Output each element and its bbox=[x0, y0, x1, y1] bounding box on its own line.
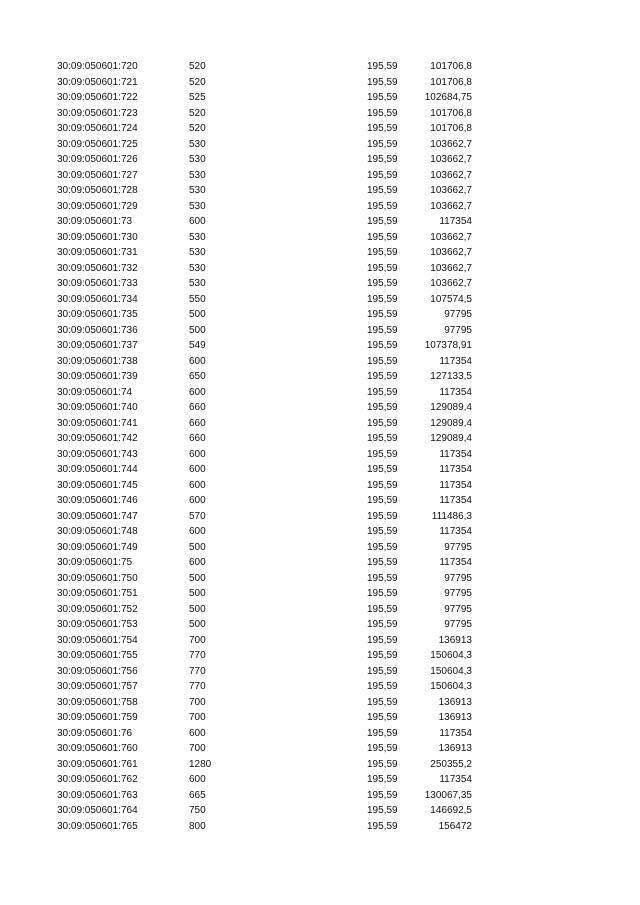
cadastral-number-cell: 30:09:050601:73 bbox=[57, 216, 133, 227]
cadastral-number-cell: 30:09:050601:761 bbox=[57, 758, 138, 770]
table-row bbox=[0, 571, 640, 587]
total-cell: 136913 bbox=[438, 743, 472, 754]
total-cell: 101706,8 bbox=[430, 76, 472, 88]
total-cell: 103662,7 bbox=[430, 138, 472, 150]
table-row bbox=[0, 292, 640, 308]
cadastral-number-cell: 30:09:050601:729 bbox=[57, 200, 138, 212]
cadastral-number-cell: 30:09:050601:758 bbox=[57, 696, 138, 708]
table-row bbox=[0, 75, 640, 91]
rate-cell: 195,59 bbox=[367, 820, 398, 832]
total-cell: 117354 bbox=[439, 557, 472, 568]
total-cell: 136913 bbox=[438, 634, 472, 646]
total-cell: 103662,7 bbox=[430, 200, 472, 212]
area-cell: 570 bbox=[189, 510, 206, 522]
table-row bbox=[0, 648, 640, 664]
area-cell: 549 bbox=[189, 340, 206, 351]
total-cell: 101706,8 bbox=[430, 61, 472, 72]
cadastral-number-cell: 30:09:050601:763 bbox=[57, 789, 138, 801]
rate-cell: 195,59 bbox=[367, 371, 398, 382]
cadastral-number-cell: 30:09:050601:747 bbox=[57, 510, 138, 522]
table-row bbox=[0, 803, 640, 819]
cadastral-number-cell: 30:09:050601:753 bbox=[57, 619, 138, 630]
rate-cell: 195,59 bbox=[367, 417, 398, 429]
cadastral-number-cell: 30:09:050601:720 bbox=[57, 61, 138, 72]
rate-cell: 195,59 bbox=[367, 665, 398, 677]
table-row bbox=[0, 509, 640, 525]
rate-cell: 195,59 bbox=[367, 185, 398, 196]
area-cell: 520 bbox=[189, 107, 206, 119]
area-cell: 660 bbox=[189, 402, 206, 413]
area-cell: 800 bbox=[189, 820, 206, 832]
table-row bbox=[0, 199, 640, 215]
rate-cell: 195,59 bbox=[367, 464, 398, 475]
table-row bbox=[0, 400, 640, 416]
table-row bbox=[0, 679, 640, 695]
area-cell: 530 bbox=[189, 185, 206, 196]
cadastral-number-cell: 30:09:050601:739 bbox=[57, 371, 138, 382]
rate-cell: 195,59 bbox=[367, 758, 398, 770]
cadastral-number-cell: 30:09:050601:742 bbox=[57, 433, 138, 444]
table-row bbox=[0, 431, 640, 447]
total-cell: 156472 bbox=[438, 820, 472, 832]
rate-cell: 195,59 bbox=[367, 572, 398, 584]
area-cell: 700 bbox=[189, 743, 206, 754]
table-row bbox=[0, 245, 640, 261]
table-row bbox=[0, 602, 640, 618]
total-cell: 117354 bbox=[439, 479, 472, 491]
cadastral-number-cell: 30:09:050601:751 bbox=[57, 588, 138, 599]
area-cell: 600 bbox=[189, 557, 206, 568]
area-cell: 530 bbox=[189, 262, 206, 274]
area-cell: 550 bbox=[189, 293, 206, 305]
rate-cell: 195,59 bbox=[367, 743, 398, 754]
total-cell: 97795 bbox=[444, 324, 472, 336]
area-cell: 500 bbox=[189, 309, 206, 320]
cadastral-number-cell: 30:09:050601:735 bbox=[57, 309, 138, 320]
total-cell: 103662,7 bbox=[430, 185, 472, 196]
area-cell: 600 bbox=[189, 495, 206, 506]
rate-cell: 195,59 bbox=[367, 324, 398, 336]
total-cell: 97795 bbox=[444, 619, 472, 630]
total-cell: 150604,3 bbox=[430, 681, 472, 692]
table-row bbox=[0, 524, 640, 540]
area-cell: 1280 bbox=[189, 758, 212, 770]
rate-cell: 195,59 bbox=[367, 138, 398, 150]
rate-cell: 195,59 bbox=[367, 123, 398, 134]
table-row bbox=[0, 788, 640, 804]
rate-cell: 195,59 bbox=[367, 789, 398, 801]
cadastral-number-cell: 30:09:050601:725 bbox=[57, 138, 138, 150]
area-cell: 770 bbox=[189, 650, 206, 661]
total-cell: 97795 bbox=[444, 309, 472, 320]
total-cell: 97795 bbox=[444, 588, 472, 599]
rate-cell: 195,59 bbox=[367, 650, 398, 661]
rate-cell: 195,59 bbox=[367, 774, 398, 785]
rate-cell: 195,59 bbox=[367, 247, 398, 258]
total-cell: 150604,3 bbox=[430, 650, 472, 661]
rate-cell: 195,59 bbox=[367, 495, 398, 506]
total-cell: 103662,7 bbox=[430, 262, 472, 274]
cadastral-number-cell: 30:09:050601:754 bbox=[57, 634, 138, 646]
rate-cell: 195,59 bbox=[367, 681, 398, 692]
rate-cell: 195,59 bbox=[367, 541, 398, 553]
total-cell: 102684,75 bbox=[424, 92, 472, 103]
rate-cell: 195,59 bbox=[367, 619, 398, 630]
table-row bbox=[0, 90, 640, 106]
area-cell: 525 bbox=[189, 92, 206, 103]
total-cell: 136913 bbox=[438, 712, 472, 723]
area-cell: 500 bbox=[189, 588, 206, 599]
table-row bbox=[0, 819, 640, 835]
table-row bbox=[0, 307, 640, 323]
area-cell: 700 bbox=[189, 712, 206, 723]
cadastral-number-cell: 30:09:050601:728 bbox=[57, 185, 138, 196]
rate-cell: 195,59 bbox=[367, 588, 398, 599]
table-row bbox=[0, 416, 640, 432]
total-cell: 107378,91 bbox=[424, 340, 472, 351]
total-cell: 103662,7 bbox=[430, 154, 472, 165]
table-row bbox=[0, 726, 640, 742]
area-cell: 660 bbox=[189, 433, 206, 444]
rate-cell: 195,59 bbox=[367, 278, 398, 289]
rate-cell: 195,59 bbox=[367, 92, 398, 103]
cadastral-number-cell: 30:09:050601:74 bbox=[57, 386, 133, 398]
table-row bbox=[0, 106, 640, 122]
cadastral-number-cell: 30:09:050601:764 bbox=[57, 805, 138, 816]
total-cell: 117354 bbox=[439, 774, 472, 785]
rate-cell: 195,59 bbox=[367, 433, 398, 444]
cadastral-number-cell: 30:09:050601:752 bbox=[57, 603, 138, 615]
cadastral-number-cell: 30:09:050601:738 bbox=[57, 355, 138, 367]
table-row bbox=[0, 555, 640, 571]
cadastral-number-cell: 30:09:050601:723 bbox=[57, 107, 138, 119]
rate-cell: 195,59 bbox=[367, 479, 398, 491]
rate-cell: 195,59 bbox=[367, 510, 398, 522]
cadastral-number-cell: 30:09:050601:748 bbox=[57, 526, 138, 537]
area-cell: 530 bbox=[189, 138, 206, 150]
table-row bbox=[0, 478, 640, 494]
total-cell: 101706,8 bbox=[430, 123, 472, 134]
cadastral-number-cell: 30:09:050601:749 bbox=[57, 541, 138, 553]
cadastral-number-cell: 30:09:050601:757 bbox=[57, 681, 138, 692]
table-row bbox=[0, 633, 640, 649]
total-cell: 117354 bbox=[439, 464, 472, 475]
area-cell: 600 bbox=[189, 386, 206, 398]
total-cell: 146692,5 bbox=[430, 805, 472, 816]
total-cell: 136913 bbox=[438, 696, 472, 708]
rate-cell: 195,59 bbox=[367, 448, 398, 460]
total-cell: 117354 bbox=[439, 355, 472, 367]
rate-cell: 195,59 bbox=[367, 216, 398, 227]
area-cell: 530 bbox=[189, 169, 206, 181]
cadastral-number-cell: 30:09:050601:733 bbox=[57, 278, 138, 289]
area-cell: 600 bbox=[189, 526, 206, 537]
spreadsheet-table bbox=[0, 59, 640, 834]
area-cell: 770 bbox=[189, 681, 206, 692]
area-cell: 600 bbox=[189, 464, 206, 475]
cadastral-number-cell: 30:09:050601:750 bbox=[57, 572, 138, 584]
cadastral-number-cell: 30:09:050601:75 bbox=[57, 557, 133, 568]
rate-cell: 195,59 bbox=[367, 107, 398, 119]
total-cell: 117354 bbox=[439, 216, 472, 227]
table-row bbox=[0, 617, 640, 633]
table-row bbox=[0, 586, 640, 602]
cadastral-number-cell: 30:09:050601:760 bbox=[57, 743, 138, 754]
table-row bbox=[0, 447, 640, 463]
cadastral-number-cell: 30:09:050601:722 bbox=[57, 92, 138, 103]
area-cell: 530 bbox=[189, 200, 206, 212]
total-cell: 117354 bbox=[439, 448, 472, 460]
table-row bbox=[0, 137, 640, 153]
table-row bbox=[0, 183, 640, 199]
rate-cell: 195,59 bbox=[367, 76, 398, 88]
area-cell: 770 bbox=[189, 665, 206, 677]
cadastral-number-cell: 30:09:050601:762 bbox=[57, 774, 138, 785]
area-cell: 660 bbox=[189, 417, 206, 429]
table-row bbox=[0, 772, 640, 788]
rate-cell: 195,59 bbox=[367, 355, 398, 367]
area-cell: 530 bbox=[189, 154, 206, 165]
area-cell: 500 bbox=[189, 572, 206, 584]
rate-cell: 195,59 bbox=[367, 61, 398, 72]
total-cell: 103662,7 bbox=[430, 278, 472, 289]
cadastral-number-cell: 30:09:050601:726 bbox=[57, 154, 138, 165]
cadastral-number-cell: 30:09:050601:731 bbox=[57, 247, 138, 258]
area-cell: 530 bbox=[189, 278, 206, 289]
cadastral-number-cell: 30:09:050601:740 bbox=[57, 402, 138, 413]
table-row bbox=[0, 757, 640, 773]
table-row bbox=[0, 261, 640, 277]
total-cell: 130067,35 bbox=[424, 789, 472, 801]
rate-cell: 195,59 bbox=[367, 805, 398, 816]
cadastral-number-cell: 30:09:050601:732 bbox=[57, 262, 138, 274]
table-row bbox=[0, 695, 640, 711]
cadastral-number-cell: 30:09:050601:755 bbox=[57, 650, 138, 661]
total-cell: 101706,8 bbox=[430, 107, 472, 119]
cadastral-number-cell: 30:09:050601:724 bbox=[57, 123, 138, 134]
total-cell: 107574,5 bbox=[430, 293, 472, 305]
area-cell: 650 bbox=[189, 371, 206, 382]
rate-cell: 195,59 bbox=[367, 712, 398, 723]
cadastral-number-cell: 30:09:050601:721 bbox=[57, 76, 138, 88]
area-cell: 600 bbox=[189, 448, 206, 460]
area-cell: 530 bbox=[189, 231, 206, 243]
area-cell: 520 bbox=[189, 123, 206, 134]
total-cell: 103662,7 bbox=[430, 231, 472, 243]
total-cell: 111486,3 bbox=[431, 510, 472, 522]
rate-cell: 195,59 bbox=[367, 557, 398, 568]
table-row bbox=[0, 493, 640, 509]
table-row bbox=[0, 710, 640, 726]
cadastral-number-cell: 30:09:050601:743 bbox=[57, 448, 138, 460]
area-cell: 600 bbox=[189, 216, 206, 227]
rate-cell: 195,59 bbox=[367, 696, 398, 708]
table-row bbox=[0, 338, 640, 354]
area-cell: 520 bbox=[189, 61, 206, 72]
area-cell: 530 bbox=[189, 247, 206, 258]
cadastral-number-cell: 30:09:050601:736 bbox=[57, 324, 138, 336]
rate-cell: 195,59 bbox=[367, 169, 398, 181]
area-cell: 500 bbox=[189, 619, 206, 630]
total-cell: 97795 bbox=[444, 572, 472, 584]
area-cell: 750 bbox=[189, 805, 206, 816]
rate-cell: 195,59 bbox=[367, 200, 398, 212]
cadastral-number-cell: 30:09:050601:746 bbox=[57, 495, 138, 506]
total-cell: 127133,5 bbox=[430, 371, 472, 382]
total-cell: 117354 bbox=[439, 727, 472, 739]
total-cell: 117354 bbox=[439, 495, 472, 506]
area-cell: 700 bbox=[189, 634, 206, 646]
cadastral-number-cell: 30:09:050601:727 bbox=[57, 169, 138, 181]
table-row bbox=[0, 214, 640, 230]
cadastral-number-cell: 30:09:050601:730 bbox=[57, 231, 138, 243]
total-cell: 97795 bbox=[444, 603, 472, 615]
cadastral-number-cell: 30:09:050601:745 bbox=[57, 479, 138, 491]
rate-cell: 195,59 bbox=[367, 231, 398, 243]
total-cell: 97795 bbox=[444, 541, 472, 553]
rate-cell: 195,59 bbox=[367, 603, 398, 615]
rate-cell: 195,59 bbox=[367, 262, 398, 274]
total-cell: 129089,4 bbox=[430, 433, 472, 444]
rate-cell: 195,59 bbox=[367, 526, 398, 537]
table-row bbox=[0, 385, 640, 401]
table-row bbox=[0, 354, 640, 370]
area-cell: 600 bbox=[189, 727, 206, 739]
rate-cell: 195,59 bbox=[367, 154, 398, 165]
total-cell: 129089,4 bbox=[430, 402, 472, 413]
rate-cell: 195,59 bbox=[367, 634, 398, 646]
cadastral-number-cell: 30:09:050601:734 bbox=[57, 293, 138, 305]
area-cell: 600 bbox=[189, 355, 206, 367]
total-cell: 103662,7 bbox=[430, 169, 472, 181]
total-cell: 150604,3 bbox=[430, 665, 472, 677]
area-cell: 500 bbox=[189, 324, 206, 336]
table-row bbox=[0, 664, 640, 680]
total-cell: 250355,2 bbox=[430, 758, 472, 770]
area-cell: 520 bbox=[189, 76, 206, 88]
total-cell: 103662,7 bbox=[430, 247, 472, 258]
rate-cell: 195,59 bbox=[367, 293, 398, 305]
area-cell: 665 bbox=[189, 789, 206, 801]
table-row bbox=[0, 462, 640, 478]
cadastral-number-cell: 30:09:050601:741 bbox=[57, 417, 138, 429]
table-row bbox=[0, 741, 640, 757]
cadastral-number-cell: 30:09:050601:765 bbox=[57, 820, 138, 832]
area-cell: 500 bbox=[189, 603, 206, 615]
area-cell: 600 bbox=[189, 774, 206, 785]
table-row bbox=[0, 323, 640, 339]
table-row bbox=[0, 540, 640, 556]
cadastral-number-cell: 30:09:050601:737 bbox=[57, 340, 138, 351]
table-row bbox=[0, 230, 640, 246]
table-row bbox=[0, 152, 640, 168]
cadastral-number-cell: 30:09:050601:759 bbox=[57, 712, 138, 723]
cadastral-number-cell: 30:09:050601:756 bbox=[57, 665, 138, 677]
table-row bbox=[0, 369, 640, 385]
rate-cell: 195,59 bbox=[367, 386, 398, 398]
table-row bbox=[0, 121, 640, 137]
area-cell: 600 bbox=[189, 479, 206, 491]
rate-cell: 195,59 bbox=[367, 309, 398, 320]
rate-cell: 195,59 bbox=[367, 402, 398, 413]
area-cell: 700 bbox=[189, 696, 206, 708]
table-row bbox=[0, 59, 640, 75]
cadastral-number-cell: 30:09:050601:76 bbox=[57, 727, 133, 739]
area-cell: 500 bbox=[189, 541, 206, 553]
total-cell: 129089,4 bbox=[430, 417, 472, 429]
cadastral-number-cell: 30:09:050601:744 bbox=[57, 464, 138, 475]
table-row bbox=[0, 276, 640, 292]
total-cell: 117354 bbox=[439, 526, 472, 537]
table-row bbox=[0, 168, 640, 184]
total-cell: 117354 bbox=[439, 386, 472, 398]
rate-cell: 195,59 bbox=[367, 340, 398, 351]
rate-cell: 195,59 bbox=[367, 727, 398, 739]
